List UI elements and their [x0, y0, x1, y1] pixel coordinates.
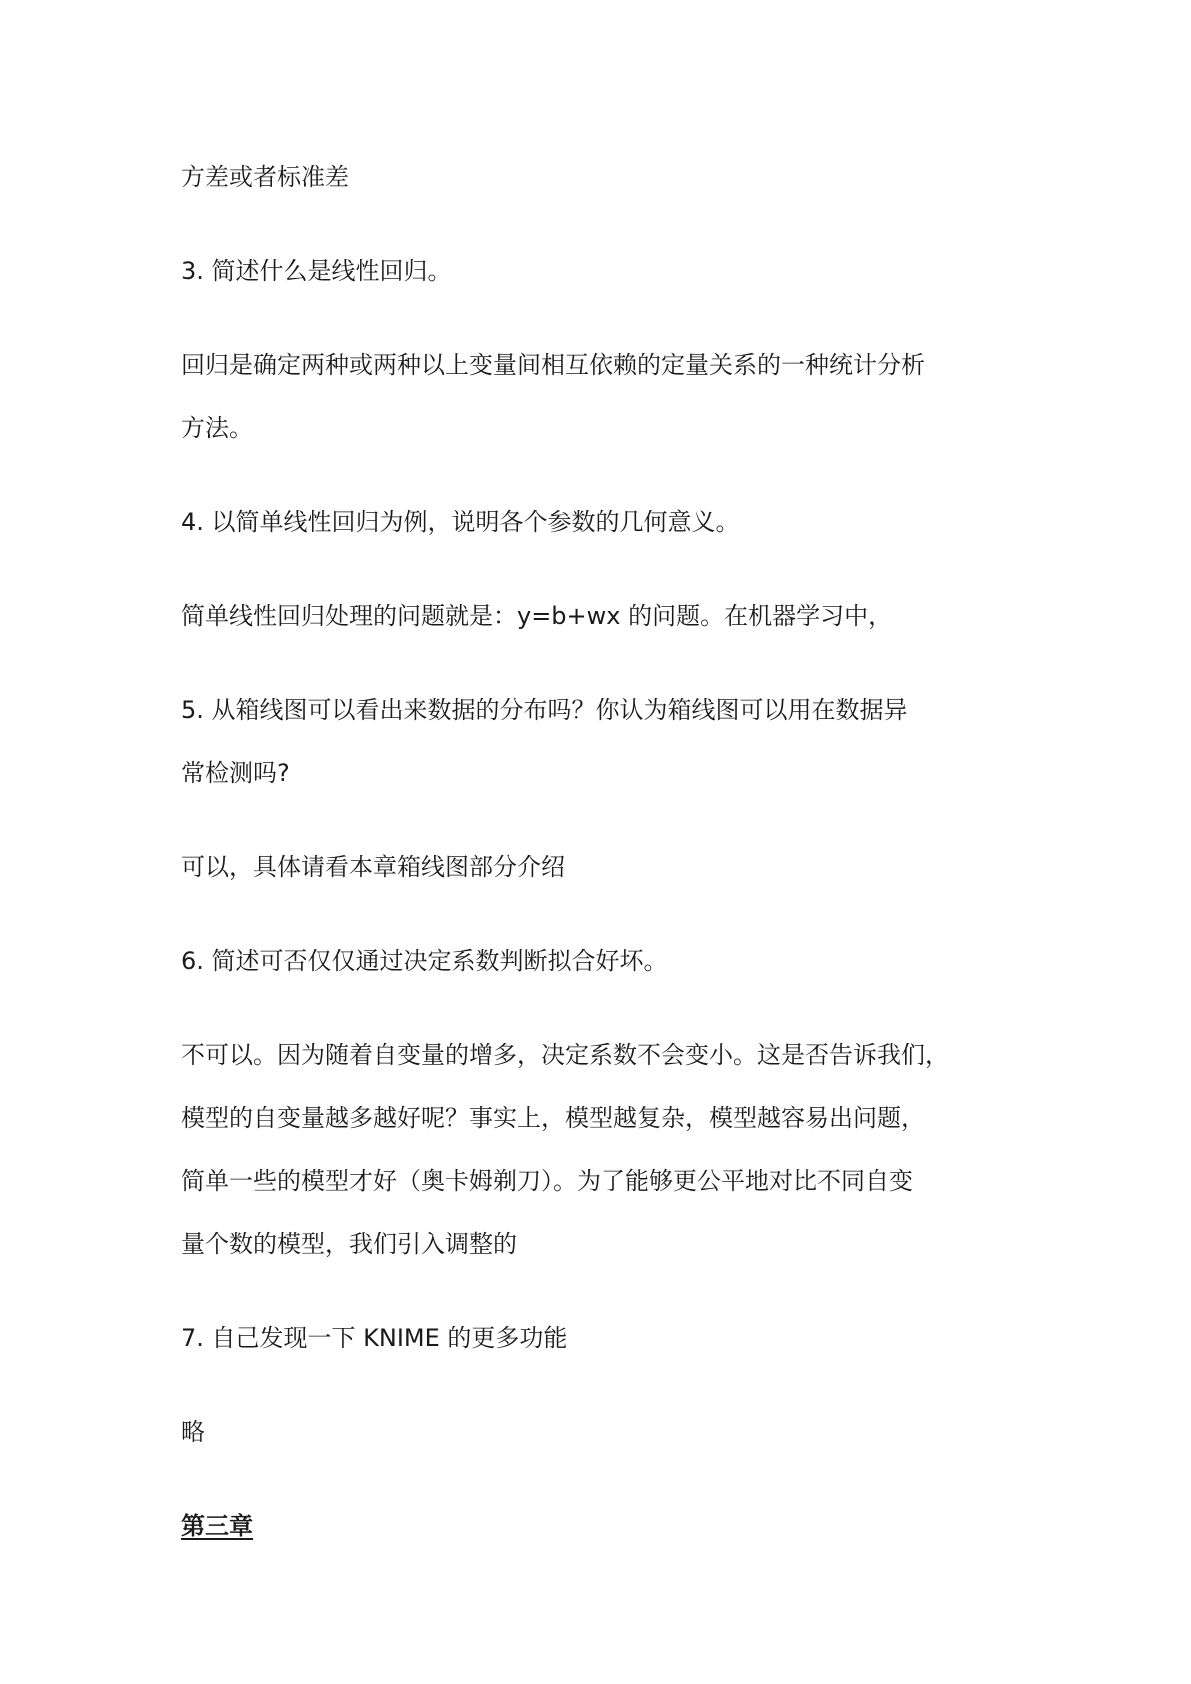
question-7: 7. 自己发现一下 KNIME 的更多功能 — [181, 1324, 568, 1352]
answer-6-line-1: 不可以。因为随着自变量的增多，决定系数不会变小。这是否告诉我们， — [181, 1041, 949, 1069]
question-4: 4. 以简单线性回归为例，说明各个参数的几何意义。 — [181, 508, 740, 536]
answer-5: 可以，具体请看本章箱线图部分介绍 — [181, 853, 565, 881]
question-6: 6. 简述可否仅仅通过决定系数判断拟合好坏。 — [181, 947, 668, 975]
answer-3-line-1: 回归是确定两种或两种以上变量间相互依赖的定量关系的一种统计分析 — [181, 351, 925, 379]
question-5-line-1: 5. 从箱线图可以看出来数据的分布吗？你认为箱线图可以用在数据异 — [181, 696, 908, 724]
question-3: 3. 简述什么是线性回归。 — [181, 257, 452, 285]
answer-text: 方差或者标准差 — [181, 163, 349, 191]
answer-6-line-3: 简单一些的模型才好（奥卡姆剃刀）。为了能够更公平地对比不同自变 — [181, 1167, 913, 1195]
chapter-heading: 第三章 — [181, 1512, 253, 1540]
answer-6-line-2: 模型的自变量越多越好呢？事实上，模型越复杂，模型越容易出问题， — [181, 1104, 925, 1132]
answer-4: 简单线性回归处理的问题就是：y=b+wx 的问题。在机器学习中， — [181, 602, 893, 630]
answer-6-line-4: 量个数的模型，我们引入调整的 — [181, 1230, 517, 1258]
answer-7: 略 — [181, 1418, 205, 1446]
answer-3-line-2: 方法。 — [181, 414, 253, 442]
question-5-line-2: 常检测吗? — [181, 759, 290, 787]
